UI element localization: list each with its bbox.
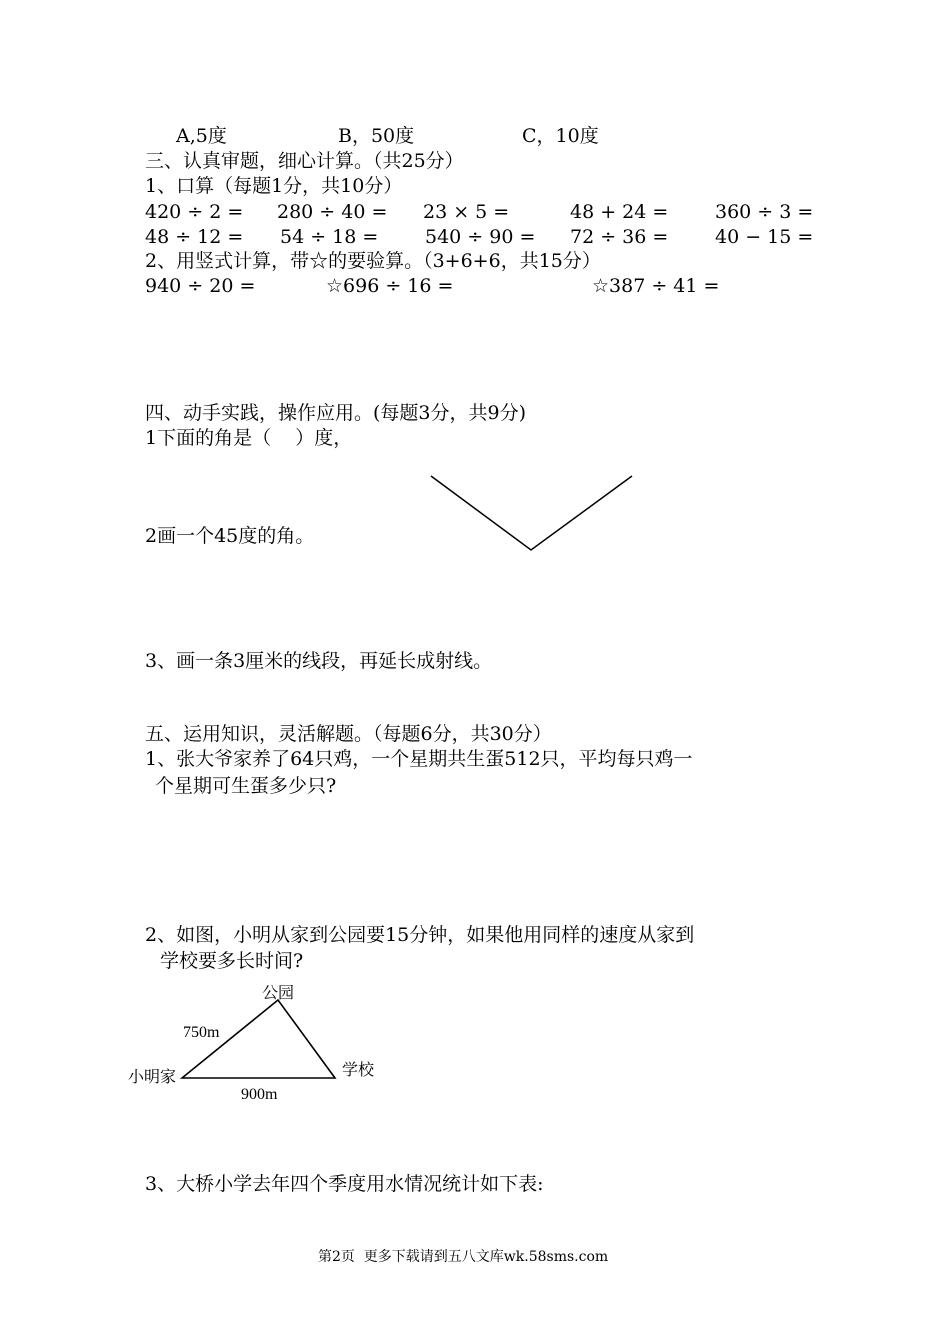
section3-title: 三、认真审题，细心计算。（共25分） bbox=[145, 150, 464, 172]
vertical-calc-3: ☆387 ÷ 41 = bbox=[592, 275, 720, 297]
oral-calc-8: 540 ÷ 90 = bbox=[425, 226, 536, 248]
oral-calc-2: 280 ÷ 40 = bbox=[277, 201, 388, 223]
section4-title: 四、动手实践，操作应用。(每题3分，共9分) bbox=[145, 402, 527, 424]
section3-q1-title: 1、口算（每题1分，共10分） bbox=[145, 175, 403, 197]
section5-q2-line2: 学校要多长时间? bbox=[160, 950, 304, 972]
vertical-calc-2: ☆696 ÷ 16 = bbox=[326, 275, 454, 297]
oral-calc-1: 420 ÷ 2 = bbox=[145, 201, 244, 223]
angle-figure bbox=[425, 472, 645, 562]
page-footer: 第2页 更多下载请到五八文库wk.58sms.com bbox=[318, 1249, 609, 1265]
oral-calc-9: 72 ÷ 36 = bbox=[570, 226, 669, 248]
label-home-to-park: 750m bbox=[183, 1024, 220, 1041]
section4-q1: 1下面的角是（ ）度， bbox=[145, 427, 353, 449]
label-school: 学校 bbox=[342, 1062, 375, 1079]
label-home: 小明家 bbox=[128, 1069, 177, 1086]
oral-calc-4: 48 + 24 = bbox=[570, 201, 669, 223]
section5-q2-line1: 2、如图，小明从家到公园要15分钟，如果他用同样的速度从家到 bbox=[145, 924, 695, 946]
oral-calc-5: 360 ÷ 3 = bbox=[715, 201, 814, 223]
route-triangle bbox=[180, 996, 360, 1096]
oral-calc-10: 40 − 15 = bbox=[715, 226, 814, 248]
section5-q1-line2: 个星期可生蛋多少只? bbox=[155, 775, 337, 797]
section5-title: 五、运用知识，灵活解题。（每题6分，共30分） bbox=[145, 723, 552, 745]
oral-calc-3: 23 × 5 = bbox=[423, 201, 510, 223]
section5-q3: 3、大桥小学去年四个季度用水情况统计如下表: bbox=[145, 1173, 544, 1195]
label-home-to-school: 900m bbox=[241, 1086, 278, 1103]
label-park: 公园 bbox=[262, 985, 295, 1002]
option-b: B，50度 bbox=[338, 125, 415, 147]
section4-q2: 2画一个45度的角。 bbox=[145, 525, 315, 547]
section4-q3: 3、画一条3厘米的线段，再延长成射线。 bbox=[145, 650, 493, 672]
section5-q1-line1: 1、张大爷家养了64只鸡，一个星期共生蛋512只，平均每只鸡一 bbox=[145, 748, 693, 770]
section3-q2-title: 2、用竖式计算，带☆的要验算。（3+6+6，共15分） bbox=[145, 250, 601, 272]
oral-calc-7: 54 ÷ 18 = bbox=[280, 226, 379, 248]
oral-calc-6: 48 ÷ 12 = bbox=[145, 226, 244, 248]
option-c: C，10度 bbox=[522, 125, 599, 147]
vertical-calc-1: 940 ÷ 20 = bbox=[145, 275, 256, 297]
option-a: A,5度 bbox=[176, 125, 227, 147]
